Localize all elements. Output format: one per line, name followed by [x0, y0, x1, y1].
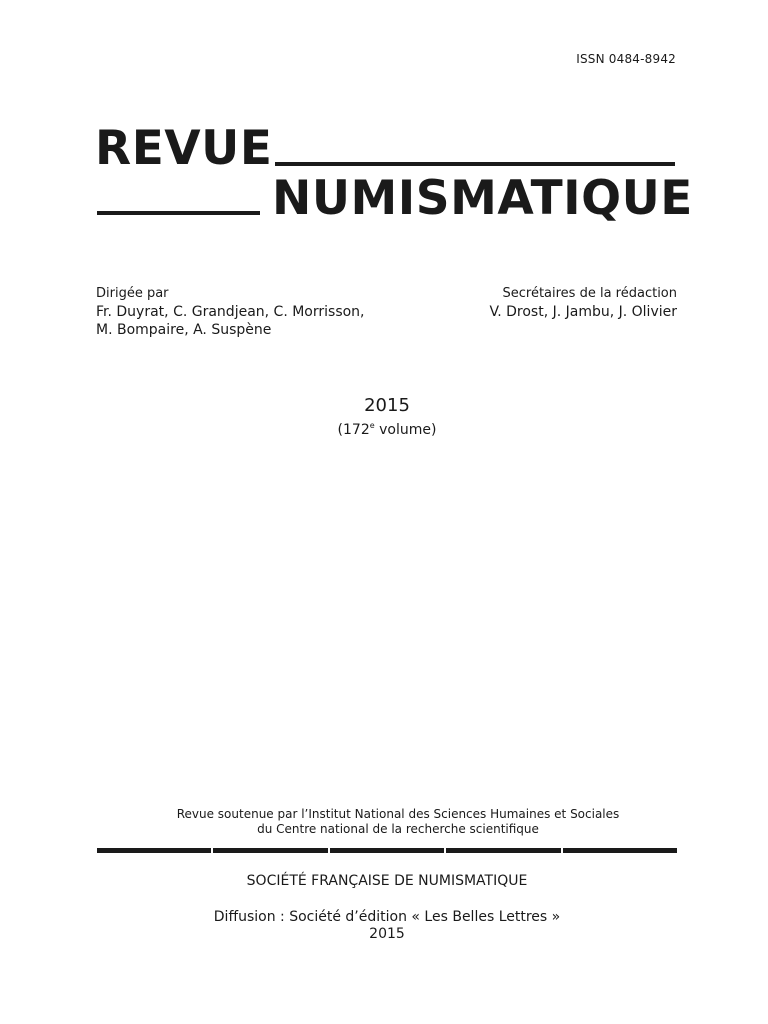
title-line-numismatique: NUMISMATIQUE: [272, 171, 693, 226]
secretaries-block: [489, 285, 677, 321]
year-block: [0, 395, 768, 439]
divider-rule: [97, 848, 677, 853]
volume-suffix: volume): [374, 422, 437, 438]
diffusion-line: Diffusion : Société d’édition « Les Belles Lettres »: [213, 909, 561, 925]
divider-segment: [213, 848, 327, 853]
directors-block: [96, 285, 365, 339]
volume-prefix: (172: [337, 422, 370, 438]
society-name: SOCIÉTÉ FRANÇAISE DE NUMISMATIQUE: [246, 873, 528, 889]
publication-year: 2015: [364, 395, 410, 416]
secretaries-names: V. Drost, J. Jambu, J. Olivier: [489, 304, 677, 320]
issn-number: ISSN 0484-8942: [576, 52, 676, 66]
support-notice: [0, 807, 768, 837]
support-line1: Revue soutenue par l’Institut National des Sciences Humaines et Sociales: [176, 807, 620, 821]
divider-segment: [97, 848, 211, 853]
title-rule-bottom: [97, 211, 260, 215]
divider-segment: [446, 848, 560, 853]
title-rule-top: [275, 162, 675, 166]
volume-number: [0, 417, 768, 439]
divider-segment: [330, 848, 444, 853]
volume-superscript: e: [369, 421, 375, 430]
directors-names-line2: M. Bompaire, A. Suspène: [96, 322, 272, 338]
support-line2: du Centre national de la recherche scientifique: [257, 822, 539, 836]
divider-segment: [563, 848, 677, 853]
secretaries-label: Secrétaires de la rédaction: [502, 286, 677, 301]
imprint-year: 2015: [369, 926, 405, 942]
directors-names-line1: Fr. Duyrat, C. Grandjean, C. Morrisson,: [96, 304, 365, 320]
directors-label: Dirigée par: [96, 286, 169, 301]
title-line-revue: REVUE: [95, 121, 273, 176]
